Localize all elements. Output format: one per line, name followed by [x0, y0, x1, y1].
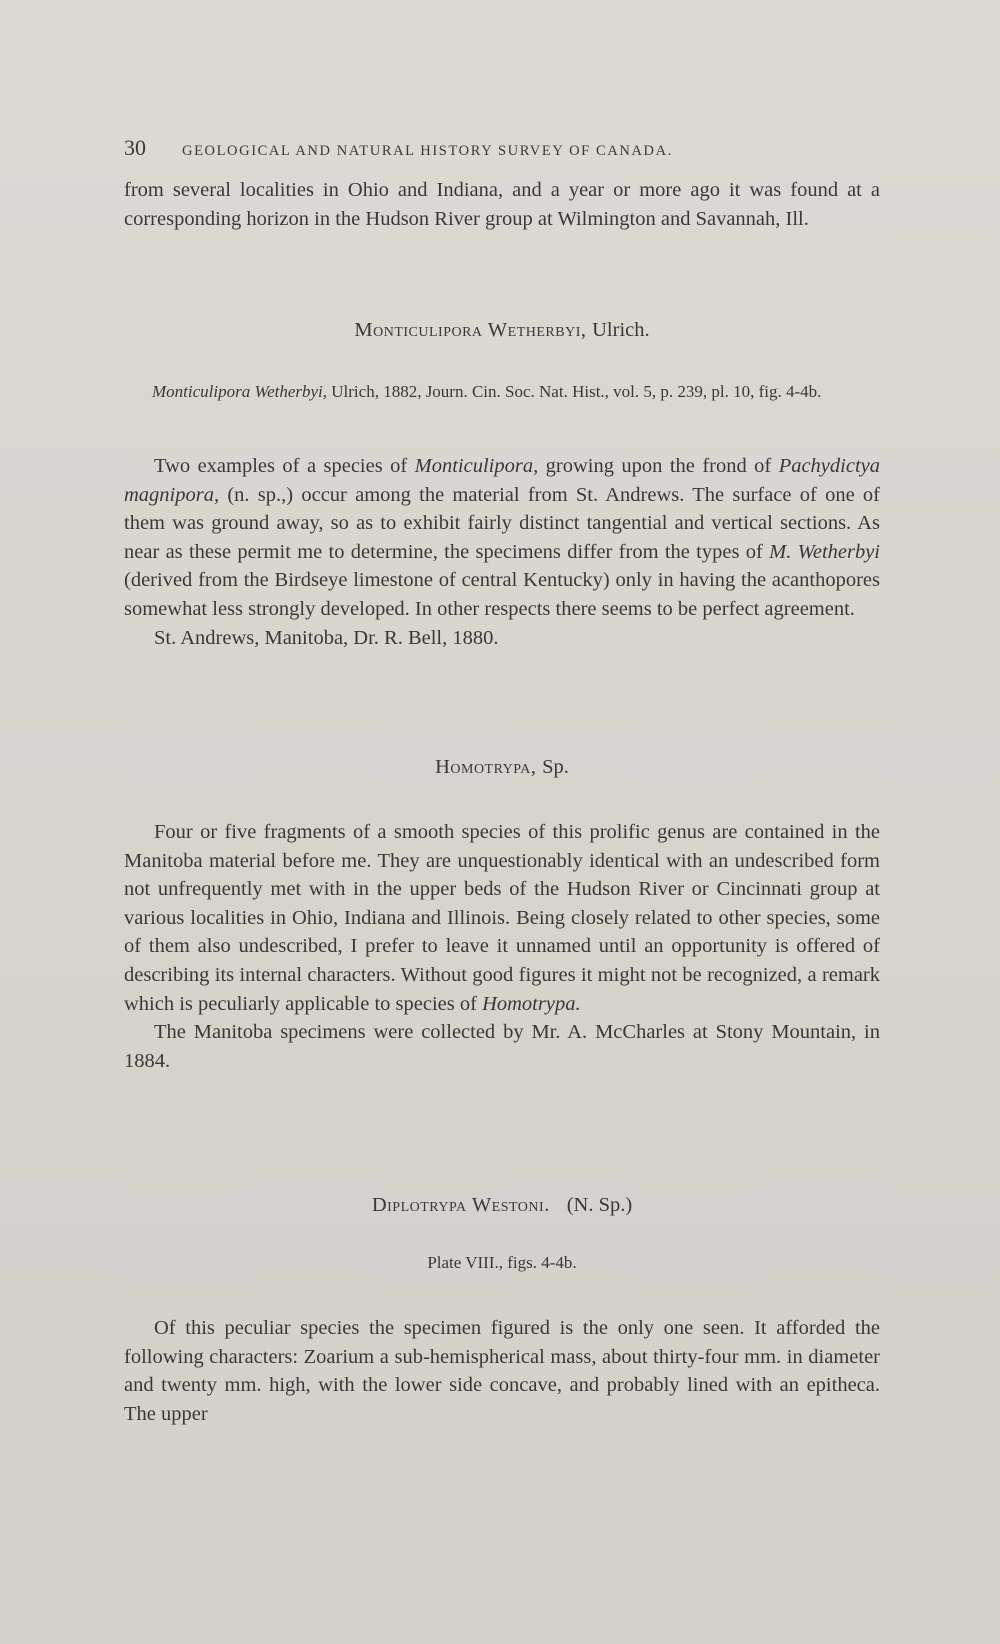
diplotrypa-heading-note: (N. Sp.) — [566, 1194, 633, 1216]
monticulipora-heading-name: Monticulipora Wetherbyi, — [354, 319, 587, 341]
homotrypa-collection-note: The Manitoba specimens were collected by Mr. A. McCharles at Stony Mountain, in 1884. — [124, 1021, 880, 1072]
running-head — [124, 134, 880, 165]
homotrypa-description-block — [124, 818, 880, 1075]
synonymy-reference: Ulrich, 1882, Journ. Cin. Soc. Nat. Hist., vol. 5, p. 239, pl. 10, fig. 4-4b. — [331, 382, 822, 401]
desc-host: Pachydictya magnipora, — [124, 455, 880, 506]
homotrypa-heading-block — [124, 752, 880, 782]
intro-paragraph: from several localities in Ohio and Indiana, and a year or more ago it was found at a corresponding horizon in the Hudson River group at Wilmington and Savannah, Ill. — [124, 179, 880, 230]
homotrypa-heading — [124, 752, 880, 782]
desc-genus: Monticulipora, — [414, 455, 539, 477]
page-number: 30 — [124, 135, 146, 160]
diplotrypa-plate-reference: Plate VIII., figs. 4-4b. — [427, 1253, 577, 1272]
homotrypa-text: Four or five fragments of a smooth species of this prolific genus are contained in the Manitoba material before me. They are unquestionably identical with an undescribed form not unfrequently met with in the upper beds of the Hudson River or Cincinnati group at various localities in Ohio, Indiana and Illinois. Being closely related to other species, some of them also undescribed, I prefer to leave it unnamed until an opportunity is offered of describing its internal characters. Without good figures it might not be recognized, a remark which is peculiarly applicable to species of — [124, 821, 880, 1015]
diplotrypa-heading-block — [124, 1190, 880, 1220]
synonymy-name: Monticulipora Wetherbyi, — [152, 382, 328, 401]
homotrypa-heading-name: Homotrypa, — [435, 756, 537, 778]
diplotrypa-description: Of this peculiar species the specimen figured is the only one seen. It afforded the following characters: Zoarium a sub-hemispherical mass, about thirty-four mm. in diameter and twenty mm. high, with the lower side concave, and probably lined with an epitheca. The upper — [124, 1317, 880, 1425]
desc-species: M. Wetherbyi — [769, 540, 881, 563]
monticulipora-description — [124, 452, 880, 624]
homotrypa-genus: Homotrypa. — [482, 992, 581, 1015]
monticulipora-synonymy-block — [124, 380, 880, 404]
homotrypa-description — [124, 818, 880, 1018]
diplotrypa-heading — [124, 1190, 880, 1220]
intro-paragraph-block — [124, 176, 880, 233]
monticulipora-heading-block — [124, 315, 880, 345]
desc-text-c: (n. sp.,) occur among the material from St. Andrews. The surface of one of them was ground away, so as to exhibit fairly distinct tangential and vertical sections. As near as these permit me to determine, the specimens differ from the types of — [124, 483, 880, 563]
diplotrypa-heading-name: Diplotrypa Westoni. — [371, 1194, 550, 1216]
monticulipora-description-block — [124, 452, 880, 652]
homotrypa-heading-author: Sp. — [542, 756, 569, 778]
monticulipora-heading — [124, 315, 880, 345]
desc-text-a: Two examples of a species of — [154, 455, 408, 477]
monticulipora-heading-author: Ulrich. — [592, 319, 650, 341]
monticulipora-synonymy — [124, 380, 880, 404]
diplotrypa-description-block — [124, 1314, 880, 1428]
monticulipora-locality: St. Andrews, Manitoba, Dr. R. Bell, 1880. — [154, 626, 499, 649]
diplotrypa-plate-block — [124, 1251, 880, 1275]
desc-text-b: growing upon the frond of — [545, 455, 772, 477]
desc-text-d: (derived from the Birdseye limestone of central Kentucky) only in having the acanthopores somewhat less strongly developed. In other respects there seems to be perfect agreement. — [124, 569, 880, 620]
running-head-title: GEOLOGICAL AND NATURAL HISTORY SURVEY OF CANADA. — [182, 143, 673, 159]
